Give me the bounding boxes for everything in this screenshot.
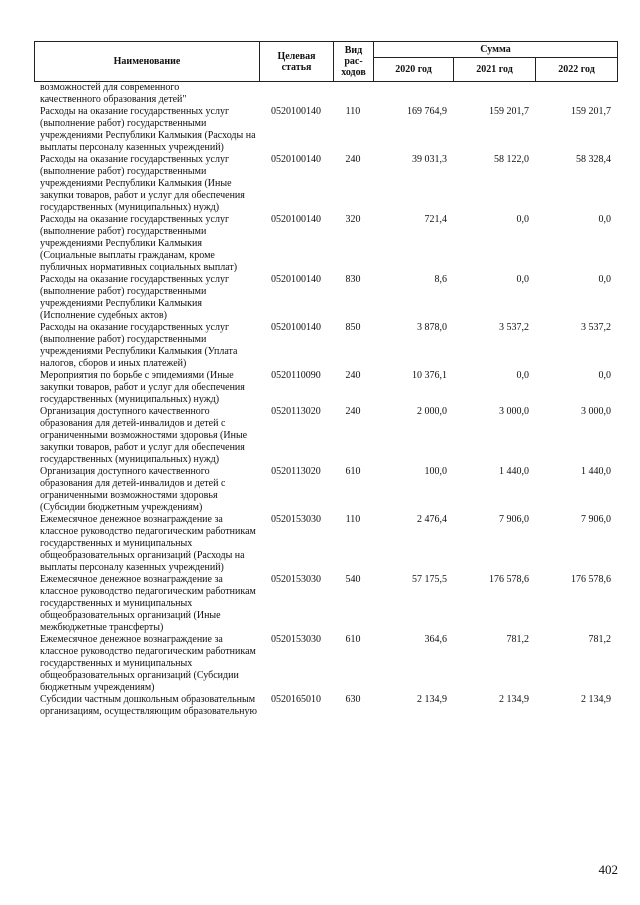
row-sum-2022: 1 440,0: [581, 466, 611, 477]
row-target-article: 0520100140: [271, 322, 321, 333]
row-sum-2020: 39 031,3: [412, 154, 447, 165]
continuation-line1: возможностей для современного: [40, 82, 180, 93]
row-sum-2021: 3 537,2: [499, 322, 529, 333]
row-target-article: 0520113020: [271, 406, 321, 417]
table-row: [34, 370, 617, 406]
row-sum-2020: 169 764,9: [407, 106, 447, 117]
row-sum-2020: 364,6: [424, 634, 447, 645]
row-name: Субсидии частным дошкольным образовательным организациям, осуществляющим образовательную: [40, 694, 257, 717]
row-sum-2022: 58 328,4: [576, 154, 611, 165]
row-target-article: 0520110090: [271, 370, 321, 381]
row-name: Ежемесячное денежное вознаграждение за классное руководство педагогическим работникам государственных и муниципальных общеобразовательных организаций (Субсидии бюджетным учреждениям): [40, 634, 256, 693]
row-sum-2021: 7 906,0: [499, 514, 529, 525]
row-sum-2020: 57 175,5: [412, 574, 447, 585]
row-expense-kind: 610: [345, 634, 361, 645]
table-row: [34, 214, 617, 274]
continuation-row: [34, 82, 617, 106]
header-kind-line3: ходов: [341, 67, 366, 78]
row-target-article: 0520113020: [271, 466, 321, 477]
row-sum-2021: 2 134,9: [499, 694, 529, 705]
table-header: [34, 41, 618, 82]
row-sum-2022: 176 578,6: [571, 574, 611, 585]
continuation-text: [34, 82, 259, 106]
continuation-line2: качественного образования детей": [40, 94, 187, 105]
header-year-2020: 2020 год: [374, 58, 454, 82]
row-target-article: 0520100140: [271, 154, 321, 165]
header-name: Наименование: [35, 42, 260, 82]
row-name: Расходы на оказание государственных услуг (выполнение работ) государственными учреждениями Республики Калмыкия (Расходы на выплаты персоналу казенных учреждений): [40, 106, 256, 153]
row-expense-kind: 630: [345, 694, 361, 705]
row-sum-2022: 0,0: [598, 214, 611, 225]
row-sum-2020: 2 476,4: [417, 514, 447, 525]
table-row: [34, 514, 617, 574]
row-sum-2020: 3 878,0: [417, 322, 447, 333]
row-expense-kind: 110: [345, 106, 361, 117]
header-year-2021: 2021 год: [454, 58, 536, 82]
row-target-article: 0520153030: [271, 574, 321, 585]
table-row: [34, 694, 617, 718]
row-sum-2020: 100,0: [424, 466, 447, 477]
row-name: Ежемесячное денежное вознаграждение за классное руководство педагогическим работникам государственных и муниципальных общеобразовательных организаций (Иные межбюджетные трансферты): [40, 574, 256, 633]
header-expense-kind: [334, 42, 374, 82]
row-target-article: 0520165010: [271, 694, 321, 705]
row-target-article: 0520153030: [271, 514, 321, 525]
table-row: [34, 274, 617, 322]
row-sum-2022: 7 906,0: [581, 514, 611, 525]
row-expense-kind: 240: [345, 406, 361, 417]
row-expense-kind: 240: [345, 154, 361, 165]
row-sum-2020: 10 376,1: [412, 370, 447, 381]
header-target-line1: Целевая: [277, 50, 316, 62]
row-expense-kind: 610: [345, 466, 361, 477]
row-sum-2022: 0,0: [598, 370, 611, 381]
table-row: [34, 322, 617, 370]
row-name: Расходы на оказание государственных услуг (выполнение работ) государственными учреждениями Республики Калмыкия (Исполнение судебных актов): [40, 274, 230, 321]
row-sum-2022: 781,2: [588, 634, 611, 645]
table-row: [34, 106, 617, 154]
row-sum-2022: 159 201,7: [571, 106, 611, 117]
row-expense-kind: 540: [345, 574, 361, 585]
table-row: [34, 574, 617, 634]
row-sum-2021: 159 201,7: [489, 106, 529, 117]
row-sum-2021: 0,0: [516, 274, 529, 285]
row-expense-kind: 240: [345, 370, 361, 381]
row-sum-2022: 0,0: [598, 274, 611, 285]
row-sum-2020: 2 134,9: [417, 694, 447, 705]
row-expense-kind: 110: [345, 514, 361, 525]
row-sum-2021: 781,2: [506, 634, 529, 645]
row-name: Расходы на оказание государственных услуг (выполнение работ) государственными учреждениями Республики Калмыкия (Социальные выплаты гражданам, кроме публичных нормативных социальных выплат): [40, 214, 238, 273]
row-sum-2022: 3 537,2: [581, 322, 611, 333]
row-name: Мероприятия по борьбе с эпидемиями (Иные закупки товаров, работ и услуг для обеспечения государственных (муниципальных) нужд): [40, 370, 245, 405]
page-number: 402: [598, 862, 618, 877]
row-target-article: 0520100140: [271, 106, 321, 117]
row-name: Расходы на оказание государственных услуг (выполнение работ) государственными учреждениями Республики Калмыкия (Уплата налогов, сборов и иных платежей): [40, 322, 238, 369]
row-expense-kind: 830: [345, 274, 361, 285]
header-kind-line2: рас-: [344, 56, 363, 67]
budget-table: [34, 82, 617, 718]
row-name: Организация доступного качественного образования для детей-инвалидов и детей с ограниченными возможностями здоровья (Субсидии бюджетным учреждениям): [40, 466, 226, 513]
row-sum-2022: 3 000,0: [581, 406, 611, 417]
header-sum: Сумма: [374, 42, 618, 58]
row-target-article: 0520153030: [271, 634, 321, 645]
header-target-line2: статья: [281, 61, 312, 73]
header-kind-line1: Вид: [344, 45, 363, 56]
row-name: Ежемесячное денежное вознаграждение за классное руководство педагогическим работникам государственных и муниципальных общеобразовательных организаций (Расходы на выплаты персоналу казенных учреждений): [40, 514, 256, 573]
table-row: [34, 406, 617, 466]
row-sum-2021: 176 578,6: [489, 574, 529, 585]
row-sum-2021: 58 122,0: [494, 154, 529, 165]
row-sum-2021: 0,0: [516, 370, 529, 381]
row-expense-kind: 320: [345, 214, 361, 225]
row-sum-2021: 1 440,0: [499, 466, 529, 477]
header-year-2022: 2022 год: [536, 58, 618, 82]
row-sum-2020: 2 000,0: [417, 406, 447, 417]
table-row: [34, 154, 617, 214]
row-sum-2020: 721,4: [424, 214, 447, 225]
row-name: Организация доступного качественного образования для детей-инвалидов и детей с ограниченными возможностями здоровья (Иные закупки товаров, работ и услуг для обеспечения государственных (муниципальных) нужд): [40, 406, 248, 465]
row-sum-2020: 8,6: [434, 274, 447, 285]
row-name: Расходы на оказание государственных услуг (выполнение работ) государственными учреждениями Республики Калмыкия (Иные закупки товаров, работ и услуг для обеспечения государственных (муниципальных) нужд): [40, 154, 245, 213]
header-target-article: [260, 42, 334, 82]
row-sum-2022: 2 134,9: [581, 694, 611, 705]
row-target-article: 0520100140: [271, 274, 321, 285]
table-row: [34, 634, 617, 694]
row-sum-2021: 0,0: [516, 214, 529, 225]
row-target-article: 0520100140: [271, 214, 321, 225]
row-expense-kind: 850: [345, 322, 361, 333]
table-row: [34, 466, 617, 514]
row-sum-2021: 3 000,0: [499, 406, 529, 417]
